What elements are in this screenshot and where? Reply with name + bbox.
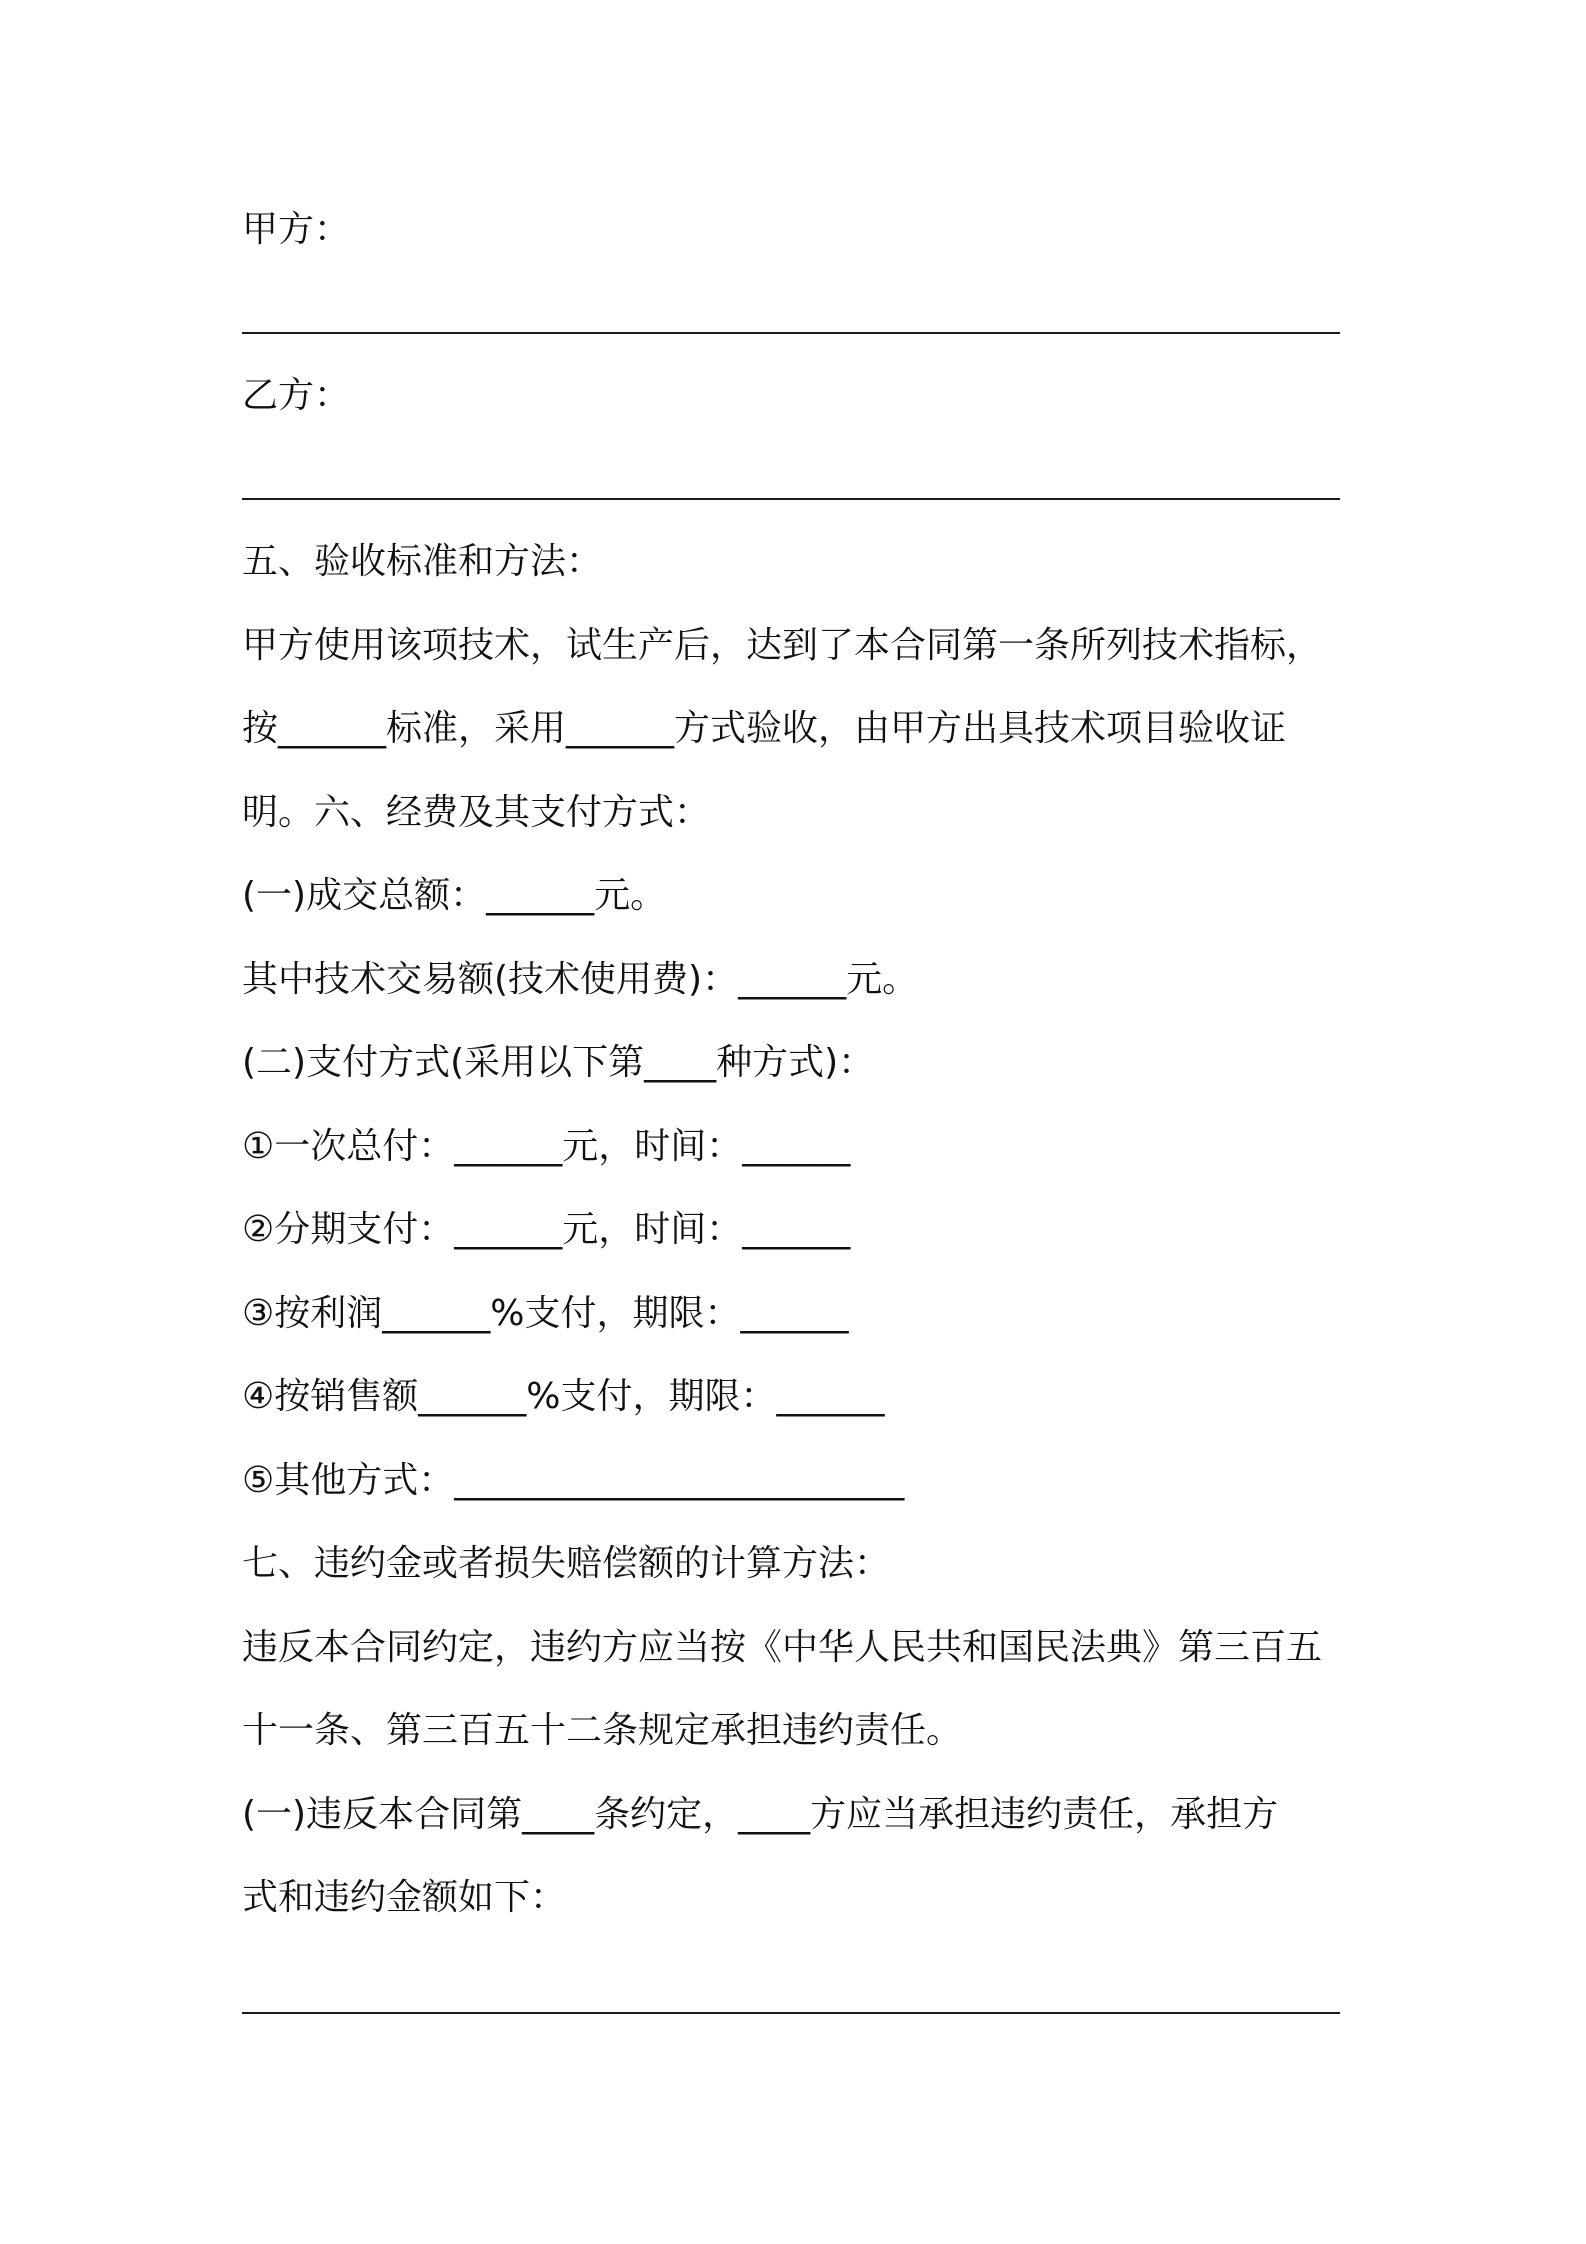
breach-clause-line-1: (一)违反本合同第____条约定，____方应当承担违约责任，承担方 [242,1794,1279,1835]
breach-text-line-1: 违反本合同约定，违约方应当按《中华人民共和国民法典》第三百五 [242,1627,1323,1668]
acceptance-text-line-2: 按______标准，采用______方式验收，由甲方出具技术项目验收证 [242,708,1287,749]
payment-option-1: ①一次总付：______元，时间：______ [242,1126,851,1167]
breach-blank-line [242,2012,1340,2014]
total-amount-line: (一)成交总额：______元。 [242,875,667,916]
section-five-heading: 五、验收标准和方法： [242,541,603,582]
section-seven-heading: 七、违约金或者损失赔偿额的计算方法： [242,1543,891,1584]
party-a-label: 甲方： [242,209,351,250]
section-six-heading: 明。六、经费及其支付方式： [242,792,711,833]
party-b-blank-line [242,498,1340,500]
party-a-blank-line [242,332,1340,334]
breach-text-line-2: 十一条、第三百五十二条规定承担违约责任。 [242,1710,963,1751]
technology-fee-line: 其中技术交易额(技术使用费)：______元。 [242,959,919,1000]
acceptance-text-line-1: 甲方使用该项技术，试生产后，达到了本合同第一条所列技术指标， [242,625,1323,666]
breach-clause-line-2: 式和违约金额如下： [242,1877,567,1918]
payment-option-3: ③按利润______%支付，期限：______ [242,1293,849,1334]
party-b-label: 乙方： [242,375,351,416]
payment-option-4: ④按销售额______%支付，期限：______ [242,1376,885,1417]
payment-method-line: (二)支付方式(采用以下第____种方式)： [242,1042,875,1083]
payment-option-2: ②分期支付：______元，时间：______ [242,1209,851,1250]
payment-option-5: ⑤其他方式：_________________________ [242,1460,905,1501]
